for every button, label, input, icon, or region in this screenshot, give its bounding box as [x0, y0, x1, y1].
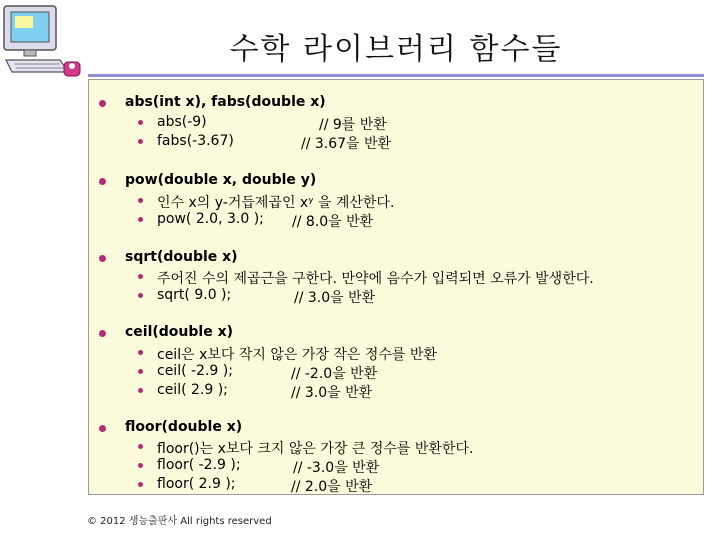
sub-bullet [138, 369, 143, 374]
comment-text: // 8.0을 반환 [292, 214, 374, 230]
code-text: floor( 2.9 ); [157, 476, 236, 492]
code-text: 주어진 수의 제곱근을 구한다. 만약에 음수가 입력되면 오류가 발생한다. [157, 271, 594, 287]
code-text: sqrt( 9.0 ); [157, 287, 232, 303]
comment-text: // 3.0을 반환 [291, 385, 373, 401]
sub-bullet [138, 120, 143, 125]
code-text: 인수 x의 y-거듭제곱인 xʸ 을 계산한다. [157, 195, 395, 211]
comment-text: // 9를 반환 [319, 117, 387, 133]
code-text: ceil( -2.9 ); [157, 363, 233, 379]
sub-bullet [138, 198, 143, 203]
function-heading: floor(double x) [125, 419, 243, 435]
comment-text: // 3.67을 반환 [301, 136, 392, 152]
code-text: pow( 2.0, 3.0 ); [157, 211, 264, 227]
sub-bullet [138, 274, 143, 279]
sub-bullet [138, 293, 143, 298]
function-heading: pow(double x, double y) [125, 172, 317, 188]
sub-bullet [138, 482, 143, 487]
sub-bullet [138, 388, 143, 393]
bullet [99, 425, 106, 432]
sub-bullet [138, 350, 143, 355]
code-text: floor( -2.9 ); [157, 457, 241, 473]
content-box [88, 79, 704, 495]
sub-bullet [138, 139, 143, 144]
sub-bullet [138, 463, 143, 468]
sub-bullet [138, 217, 143, 222]
function-heading: ceil(double x) [125, 324, 234, 340]
comment-text: // 3.0을 반환 [294, 290, 376, 306]
code-text: floor()는 x보다 크지 않은 가장 큰 정수를 반환한다. [157, 441, 474, 457]
bullet [99, 330, 106, 337]
function-heading: sqrt(double x) [125, 249, 238, 265]
computer-icon [2, 2, 86, 80]
comment-text: // 2.0을 반환 [291, 479, 373, 495]
bullet [99, 100, 106, 107]
page-title: 수학 라이브러리 함수들 [229, 32, 563, 67]
code-text: abs(-9) [157, 114, 207, 130]
comment-text: // -2.0을 반환 [291, 366, 378, 382]
bullet [99, 255, 106, 262]
copyright-footer: © 2012 생능출판사 All rights reserved [87, 516, 272, 527]
code-text: fabs(-3.67) [157, 133, 234, 149]
sub-bullet [138, 444, 143, 449]
title-bar [88, 16, 704, 77]
code-text: ceil( 2.9 ); [157, 382, 228, 398]
comment-text: // -3.0을 반환 [293, 460, 380, 476]
code-text: ceil은 x보다 작지 않은 가장 작은 정수를 반환 [157, 347, 437, 363]
function-heading: abs(int x), fabs(double x) [125, 94, 326, 110]
bullet [99, 178, 106, 185]
